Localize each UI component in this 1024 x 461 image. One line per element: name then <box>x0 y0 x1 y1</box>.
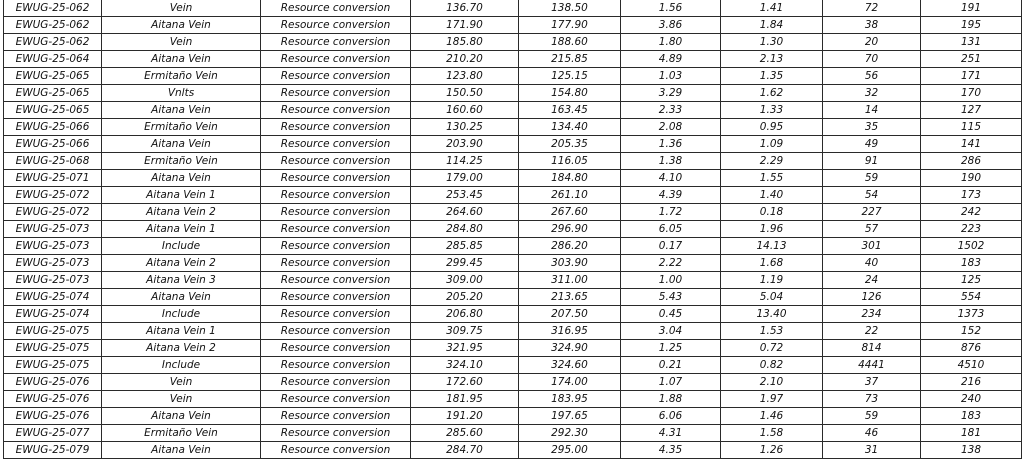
target-type-cell: Resource conversion <box>261 391 411 408</box>
equivalent-grade-cell: 141 <box>921 136 1022 153</box>
hole-id-cell: EWUG-25-074 <box>4 306 102 323</box>
silver-grade-cell: 814 <box>823 340 921 357</box>
to-cell: 324.60 <box>519 357 621 374</box>
length-cell: 0.17 <box>621 238 721 255</box>
table-row <box>4 102 1022 119</box>
hole-id-cell: EWUG-25-071 <box>4 170 102 187</box>
silver-grade-cell: 227 <box>823 204 921 221</box>
hole-id-cell: EWUG-25-073 <box>4 238 102 255</box>
equivalent-grade-cell: 1373 <box>921 306 1022 323</box>
vein-cell: Vnlts <box>102 85 261 102</box>
to-cell: 174.00 <box>519 374 621 391</box>
table-row <box>4 255 1022 272</box>
hole-id-cell: EWUG-25-066 <box>4 119 102 136</box>
vein-cell: Aitana Vein 2 <box>102 340 261 357</box>
length-cell: 3.29 <box>621 85 721 102</box>
hole-id-cell: EWUG-25-072 <box>4 204 102 221</box>
to-cell: 134.40 <box>519 119 621 136</box>
vein-cell: Aitana Vein 3 <box>102 272 261 289</box>
silver-grade-cell: 59 <box>823 408 921 425</box>
from-cell: 299.45 <box>411 255 519 272</box>
equivalent-grade-cell: 223 <box>921 221 1022 238</box>
table-row <box>4 323 1022 340</box>
from-cell: 172.60 <box>411 374 519 391</box>
from-cell: 285.60 <box>411 425 519 442</box>
table-row <box>4 289 1022 306</box>
vein-cell: Vein <box>102 391 261 408</box>
hole-id-cell: EWUG-25-075 <box>4 323 102 340</box>
vein-cell: Aitana Vein <box>102 289 261 306</box>
from-cell: 123.80 <box>411 68 519 85</box>
target-type-cell: Resource conversion <box>261 17 411 34</box>
to-cell: 215.85 <box>519 51 621 68</box>
length-cell: 6.06 <box>621 408 721 425</box>
hole-id-cell: EWUG-25-075 <box>4 340 102 357</box>
to-cell: 116.05 <box>519 153 621 170</box>
length-cell: 2.33 <box>621 102 721 119</box>
vein-cell: Ermitaño Vein <box>102 153 261 170</box>
from-cell: 191.20 <box>411 408 519 425</box>
silver-grade-cell: 72 <box>823 0 921 17</box>
length-cell: 1.38 <box>621 153 721 170</box>
target-type-cell: Resource conversion <box>261 153 411 170</box>
to-cell: 184.80 <box>519 170 621 187</box>
length-cell: 1.56 <box>621 0 721 17</box>
equivalent-grade-cell: 554 <box>921 289 1022 306</box>
hole-id-cell: EWUG-25-076 <box>4 408 102 425</box>
hole-id-cell: EWUG-25-073 <box>4 272 102 289</box>
to-cell: 296.90 <box>519 221 621 238</box>
length-cell: 4.89 <box>621 51 721 68</box>
gold-grade-cell: 1.97 <box>721 391 823 408</box>
from-cell: 150.50 <box>411 85 519 102</box>
from-cell: 136.70 <box>411 0 519 17</box>
table-row <box>4 34 1022 51</box>
length-cell: 2.22 <box>621 255 721 272</box>
silver-grade-cell: 91 <box>823 153 921 170</box>
hole-id-cell: EWUG-25-065 <box>4 68 102 85</box>
from-cell: 206.80 <box>411 306 519 323</box>
equivalent-grade-cell: 183 <box>921 255 1022 272</box>
table-row <box>4 357 1022 374</box>
vein-cell: Ermitaño Vein <box>102 68 261 85</box>
equivalent-grade-cell: 195 <box>921 17 1022 34</box>
target-type-cell: Resource conversion <box>261 408 411 425</box>
target-type-cell: Resource conversion <box>261 187 411 204</box>
gold-grade-cell: 2.13 <box>721 51 823 68</box>
hole-id-cell: EWUG-25-065 <box>4 85 102 102</box>
silver-grade-cell: 31 <box>823 442 921 459</box>
table-row <box>4 0 1022 17</box>
silver-grade-cell: 56 <box>823 68 921 85</box>
table-row <box>4 306 1022 323</box>
to-cell: 311.00 <box>519 272 621 289</box>
target-type-cell: Resource conversion <box>261 221 411 238</box>
length-cell: 3.86 <box>621 17 721 34</box>
equivalent-grade-cell: 171 <box>921 68 1022 85</box>
from-cell: 114.25 <box>411 153 519 170</box>
vein-cell: Aitana Vein 2 <box>102 204 261 221</box>
length-cell: 6.05 <box>621 221 721 238</box>
hole-id-cell: EWUG-25-068 <box>4 153 102 170</box>
target-type-cell: Resource conversion <box>261 357 411 374</box>
equivalent-grade-cell: 131 <box>921 34 1022 51</box>
from-cell: 264.60 <box>411 204 519 221</box>
to-cell: 261.10 <box>519 187 621 204</box>
equivalent-grade-cell: 138 <box>921 442 1022 459</box>
hole-id-cell: EWUG-25-073 <box>4 255 102 272</box>
gold-grade-cell: 1.33 <box>721 102 823 119</box>
equivalent-grade-cell: 251 <box>921 51 1022 68</box>
silver-grade-cell: 37 <box>823 374 921 391</box>
target-type-cell: Resource conversion <box>261 204 411 221</box>
vein-cell: Aitana Vein <box>102 170 261 187</box>
silver-grade-cell: 73 <box>823 391 921 408</box>
table-row <box>4 425 1022 442</box>
to-cell: 205.35 <box>519 136 621 153</box>
length-cell: 1.07 <box>621 374 721 391</box>
target-type-cell: Resource conversion <box>261 306 411 323</box>
equivalent-grade-cell: 190 <box>921 170 1022 187</box>
equivalent-grade-cell: 170 <box>921 85 1022 102</box>
gold-grade-cell: 1.46 <box>721 408 823 425</box>
length-cell: 1.80 <box>621 34 721 51</box>
gold-grade-cell: 0.72 <box>721 340 823 357</box>
to-cell: 267.60 <box>519 204 621 221</box>
length-cell: 1.72 <box>621 204 721 221</box>
target-type-cell: Resource conversion <box>261 255 411 272</box>
from-cell: 185.80 <box>411 34 519 51</box>
from-cell: 324.10 <box>411 357 519 374</box>
target-type-cell: Resource conversion <box>261 442 411 459</box>
table-row <box>4 221 1022 238</box>
from-cell: 181.95 <box>411 391 519 408</box>
table-row <box>4 85 1022 102</box>
silver-grade-cell: 54 <box>823 187 921 204</box>
length-cell: 5.43 <box>621 289 721 306</box>
from-cell: 309.00 <box>411 272 519 289</box>
gold-grade-cell: 1.40 <box>721 187 823 204</box>
silver-grade-cell: 234 <box>823 306 921 323</box>
length-cell: 1.25 <box>621 340 721 357</box>
target-type-cell: Resource conversion <box>261 340 411 357</box>
table-row <box>4 374 1022 391</box>
equivalent-grade-cell: 1502 <box>921 238 1022 255</box>
table-row <box>4 119 1022 136</box>
gold-grade-cell: 13.40 <box>721 306 823 323</box>
silver-grade-cell: 301 <box>823 238 921 255</box>
vein-cell: Aitana Vein <box>102 51 261 68</box>
gold-grade-cell: 1.53 <box>721 323 823 340</box>
target-type-cell: Resource conversion <box>261 323 411 340</box>
target-type-cell: Resource conversion <box>261 238 411 255</box>
equivalent-grade-cell: 240 <box>921 391 1022 408</box>
gold-grade-cell: 1.26 <box>721 442 823 459</box>
table-row <box>4 51 1022 68</box>
hole-id-cell: EWUG-25-077 <box>4 425 102 442</box>
to-cell: 188.60 <box>519 34 621 51</box>
table-row <box>4 340 1022 357</box>
from-cell: 130.25 <box>411 119 519 136</box>
to-cell: 154.80 <box>519 85 621 102</box>
hole-id-cell: EWUG-25-066 <box>4 136 102 153</box>
target-type-cell: Resource conversion <box>261 170 411 187</box>
from-cell: 284.70 <box>411 442 519 459</box>
gold-grade-cell: 2.10 <box>721 374 823 391</box>
target-type-cell: Resource conversion <box>261 425 411 442</box>
from-cell: 253.45 <box>411 187 519 204</box>
from-cell: 171.90 <box>411 17 519 34</box>
hole-id-cell: EWUG-25-064 <box>4 51 102 68</box>
target-type-cell: Resource conversion <box>261 289 411 306</box>
hole-id-cell: EWUG-25-075 <box>4 357 102 374</box>
length-cell: 3.04 <box>621 323 721 340</box>
vein-cell: Aitana Vein 2 <box>102 255 261 272</box>
target-type-cell: Resource conversion <box>261 272 411 289</box>
silver-grade-cell: 49 <box>823 136 921 153</box>
table-row <box>4 170 1022 187</box>
length-cell: 0.21 <box>621 357 721 374</box>
to-cell: 324.90 <box>519 340 621 357</box>
to-cell: 207.50 <box>519 306 621 323</box>
gold-grade-cell: 1.09 <box>721 136 823 153</box>
silver-grade-cell: 24 <box>823 272 921 289</box>
vein-cell: Include <box>102 306 261 323</box>
equivalent-grade-cell: 125 <box>921 272 1022 289</box>
gold-grade-cell: 2.29 <box>721 153 823 170</box>
hole-id-cell: EWUG-25-073 <box>4 221 102 238</box>
table-row <box>4 204 1022 221</box>
silver-grade-cell: 38 <box>823 17 921 34</box>
vein-cell: Aitana Vein <box>102 136 261 153</box>
hole-id-cell: EWUG-25-076 <box>4 391 102 408</box>
table-row <box>4 391 1022 408</box>
length-cell: 4.10 <box>621 170 721 187</box>
from-cell: 210.20 <box>411 51 519 68</box>
from-cell: 203.90 <box>411 136 519 153</box>
to-cell: 138.50 <box>519 0 621 17</box>
gold-grade-cell: 1.84 <box>721 17 823 34</box>
vein-cell: Include <box>102 357 261 374</box>
vein-cell: Include <box>102 238 261 255</box>
equivalent-grade-cell: 876 <box>921 340 1022 357</box>
to-cell: 213.65 <box>519 289 621 306</box>
gold-grade-cell: 5.04 <box>721 289 823 306</box>
length-cell: 1.88 <box>621 391 721 408</box>
equivalent-grade-cell: 181 <box>921 425 1022 442</box>
silver-grade-cell: 32 <box>823 85 921 102</box>
hole-id-cell: EWUG-25-074 <box>4 289 102 306</box>
target-type-cell: Resource conversion <box>261 102 411 119</box>
vein-cell: Vein <box>102 0 261 17</box>
vein-cell: Ermitaño Vein <box>102 119 261 136</box>
silver-grade-cell: 46 <box>823 425 921 442</box>
hole-id-cell: EWUG-25-076 <box>4 374 102 391</box>
vein-cell: Aitana Vein 1 <box>102 221 261 238</box>
equivalent-grade-cell: 191 <box>921 0 1022 17</box>
table-row <box>4 442 1022 459</box>
gold-grade-cell: 1.35 <box>721 68 823 85</box>
hole-id-cell: EWUG-25-062 <box>4 0 102 17</box>
silver-grade-cell: 70 <box>823 51 921 68</box>
silver-grade-cell: 20 <box>823 34 921 51</box>
silver-grade-cell: 14 <box>823 102 921 119</box>
table-row <box>4 17 1022 34</box>
equivalent-grade-cell: 286 <box>921 153 1022 170</box>
to-cell: 303.90 <box>519 255 621 272</box>
vein-cell: Vein <box>102 34 261 51</box>
from-cell: 284.80 <box>411 221 519 238</box>
gold-grade-cell: 1.96 <box>721 221 823 238</box>
equivalent-grade-cell: 242 <box>921 204 1022 221</box>
hole-id-cell: EWUG-25-072 <box>4 187 102 204</box>
equivalent-grade-cell: 115 <box>921 119 1022 136</box>
silver-grade-cell: 35 <box>823 119 921 136</box>
to-cell: 286.20 <box>519 238 621 255</box>
target-type-cell: Resource conversion <box>261 374 411 391</box>
vein-cell: Ermitaño Vein <box>102 425 261 442</box>
drill-results-table <box>3 0 1022 459</box>
gold-grade-cell: 1.19 <box>721 272 823 289</box>
vein-cell: Vein <box>102 374 261 391</box>
length-cell: 1.36 <box>621 136 721 153</box>
length-cell: 4.35 <box>621 442 721 459</box>
table-row <box>4 272 1022 289</box>
to-cell: 183.95 <box>519 391 621 408</box>
target-type-cell: Resource conversion <box>261 0 411 17</box>
gold-grade-cell: 14.13 <box>721 238 823 255</box>
silver-grade-cell: 40 <box>823 255 921 272</box>
to-cell: 177.90 <box>519 17 621 34</box>
length-cell: 4.31 <box>621 425 721 442</box>
length-cell: 1.00 <box>621 272 721 289</box>
from-cell: 285.85 <box>411 238 519 255</box>
gold-grade-cell: 1.55 <box>721 170 823 187</box>
table-row <box>4 68 1022 85</box>
gold-grade-cell: 1.30 <box>721 34 823 51</box>
to-cell: 292.30 <box>519 425 621 442</box>
length-cell: 1.03 <box>621 68 721 85</box>
length-cell: 2.08 <box>621 119 721 136</box>
vein-cell: Aitana Vein <box>102 17 261 34</box>
table-row <box>4 187 1022 204</box>
gold-grade-cell: 0.18 <box>721 204 823 221</box>
table-body <box>4 0 1022 459</box>
gold-grade-cell: 1.62 <box>721 85 823 102</box>
hole-id-cell: EWUG-25-062 <box>4 34 102 51</box>
to-cell: 163.45 <box>519 102 621 119</box>
silver-grade-cell: 57 <box>823 221 921 238</box>
hole-id-cell: EWUG-25-065 <box>4 102 102 119</box>
to-cell: 316.95 <box>519 323 621 340</box>
table-row <box>4 153 1022 170</box>
equivalent-grade-cell: 127 <box>921 102 1022 119</box>
from-cell: 179.00 <box>411 170 519 187</box>
length-cell: 4.39 <box>621 187 721 204</box>
target-type-cell: Resource conversion <box>261 85 411 102</box>
length-cell: 0.45 <box>621 306 721 323</box>
vein-cell: Aitana Vein <box>102 408 261 425</box>
equivalent-grade-cell: 183 <box>921 408 1022 425</box>
vein-cell: Aitana Vein <box>102 102 261 119</box>
equivalent-grade-cell: 152 <box>921 323 1022 340</box>
gold-grade-cell: 0.95 <box>721 119 823 136</box>
silver-grade-cell: 4441 <box>823 357 921 374</box>
equivalent-grade-cell: 4510 <box>921 357 1022 374</box>
gold-grade-cell: 1.58 <box>721 425 823 442</box>
gold-grade-cell: 0.82 <box>721 357 823 374</box>
target-type-cell: Resource conversion <box>261 34 411 51</box>
target-type-cell: Resource conversion <box>261 136 411 153</box>
silver-grade-cell: 22 <box>823 323 921 340</box>
hole-id-cell: EWUG-25-079 <box>4 442 102 459</box>
gold-grade-cell: 1.41 <box>721 0 823 17</box>
from-cell: 309.75 <box>411 323 519 340</box>
target-type-cell: Resource conversion <box>261 119 411 136</box>
to-cell: 295.00 <box>519 442 621 459</box>
to-cell: 125.15 <box>519 68 621 85</box>
table-row <box>4 238 1022 255</box>
equivalent-grade-cell: 173 <box>921 187 1022 204</box>
equivalent-grade-cell: 216 <box>921 374 1022 391</box>
vein-cell: Aitana Vein 1 <box>102 187 261 204</box>
to-cell: 197.65 <box>519 408 621 425</box>
silver-grade-cell: 59 <box>823 170 921 187</box>
target-type-cell: Resource conversion <box>261 68 411 85</box>
table-row <box>4 408 1022 425</box>
table-row <box>4 136 1022 153</box>
hole-id-cell: EWUG-25-062 <box>4 17 102 34</box>
vein-cell: Aitana Vein <box>102 442 261 459</box>
gold-grade-cell: 1.68 <box>721 255 823 272</box>
silver-grade-cell: 126 <box>823 289 921 306</box>
from-cell: 205.20 <box>411 289 519 306</box>
from-cell: 160.60 <box>411 102 519 119</box>
vein-cell: Aitana Vein 1 <box>102 323 261 340</box>
from-cell: 321.95 <box>411 340 519 357</box>
target-type-cell: Resource conversion <box>261 51 411 68</box>
